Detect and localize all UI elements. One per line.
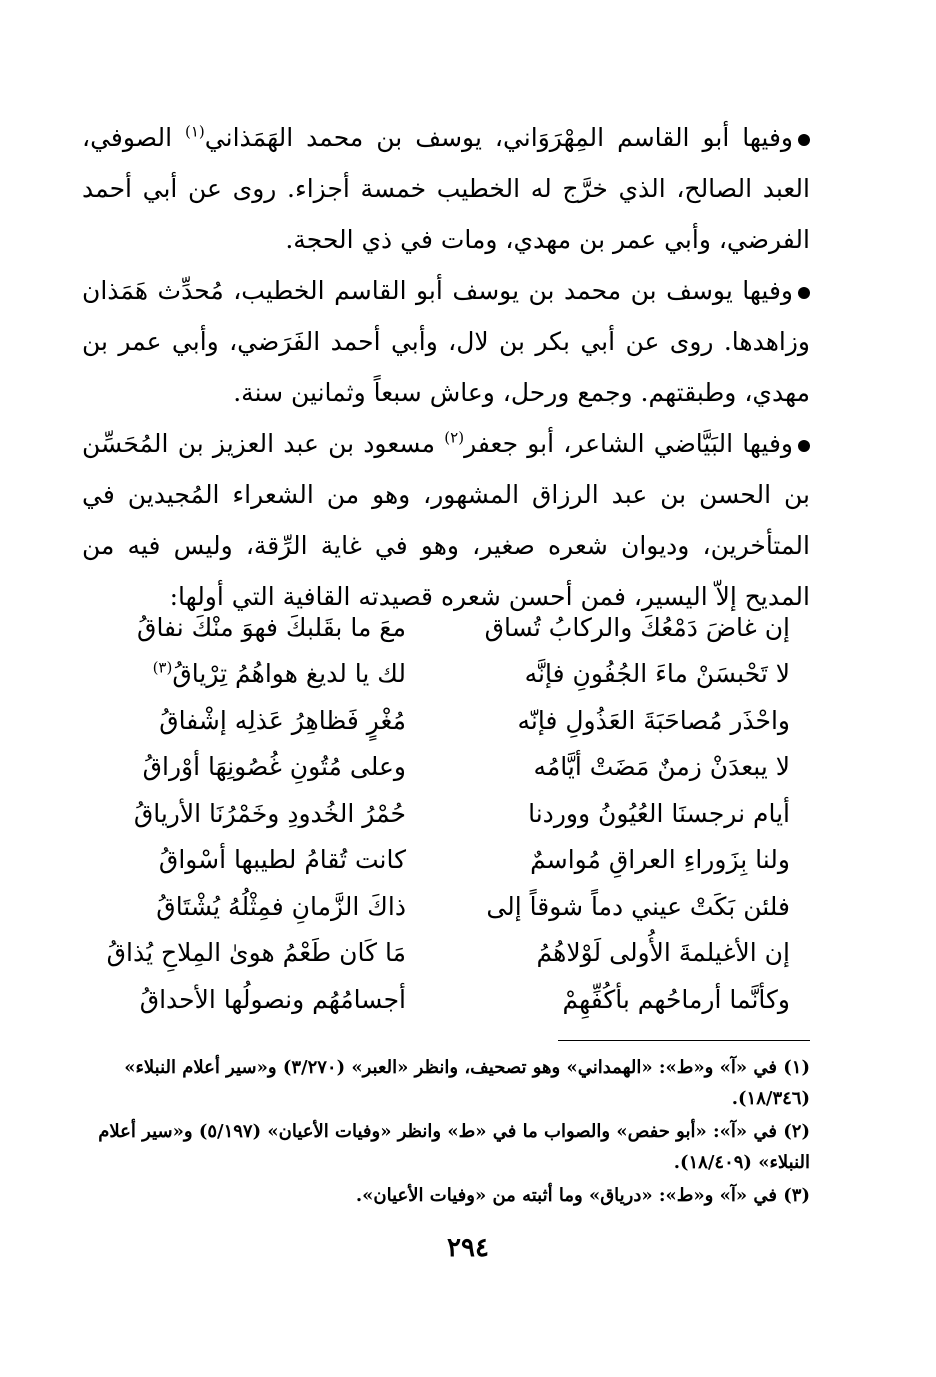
poem-verse <box>82 651 810 698</box>
verse-second-hemistich <box>82 845 446 874</box>
footnote-1: (١) في «آ» و«ط»: «الهمداني» وهو تصحيف، وانظر «العبر» (٣/٢٧٠) و«سير أعلام النبلاء» (١٨/٣٤٦). <box>124 1057 810 1109</box>
poem-verse <box>82 930 810 977</box>
verse-second-text: وعلى مُتُونِ غُصُونِهَا أوْراقُ <box>142 752 406 782</box>
verse-first-hemistich: وكأنَّما أرماحُهم بأكُفِّهِمْ <box>562 984 790 1014</box>
verse-second-hemistich <box>82 752 446 781</box>
bullet-icon <box>798 440 810 452</box>
poem-verse <box>82 976 810 1023</box>
verse-second-text: معَ ما بقَلبكَ فهوَ منْكَ نفاقُ <box>137 612 406 642</box>
poem-verse <box>82 790 810 837</box>
poem <box>82 604 810 1023</box>
footnote-2: (٢) في «آ»: «أبو حفص» والصواب ما في «ط» وانظر «وفيات الأعيان» (٥/١٩٧) و«سير أعلام النبلاء» (١٨/٤٠٩). <box>98 1121 810 1173</box>
verse-second-text: مَا كَان طَعْمُ هوىٰ المِلاحِ يُذاقُ <box>106 938 406 968</box>
poem-verse <box>82 883 810 930</box>
verse-first-hemistich: ولنا بِزَوراءِ العراقِ مُواسمٌ <box>530 845 790 875</box>
poem-verse <box>82 744 810 791</box>
footnote-ref-3[interactable]: (٣) <box>152 658 173 677</box>
verse-second-text: لك يا لديغ هواهُمُ تِرْياقُ <box>172 659 406 689</box>
paragraph-3-text-b: مسعود بن عبد العزيز بن المُحَسِّن بن الحسن بن عبد الرزاق المشهور، وهو من الشعراء المُجيدين في المتأخرين، وديوان شعره صغير، وهو في غاية الرِّقة، وليس فيه من المديح إلاّ اليسير، فمن أحسن شعره قصيدته القافية التي أولها: <box>82 429 810 611</box>
verse-first-hemistich: أيام نرجسنَا العُيُونُ ووردنا <box>528 798 790 828</box>
bullet-icon <box>798 287 810 299</box>
paragraph-1-text-a: وفيها أبو القاسم المِهْرَوَاني، يوسف بن محمد الهَمَذاني <box>204 123 793 152</box>
footnote-ref-1[interactable]: (١) <box>185 122 205 141</box>
main-text <box>82 112 810 622</box>
paragraph-3-text-a: وفيها البَيَّاضي الشاعر، أبو جعفر <box>464 429 793 458</box>
paragraph-1 <box>82 112 810 265</box>
verse-second-hemistich <box>82 659 446 688</box>
verse-second-text: حُمْرُ الخُدودِ وخَمْرُنَا الأرياقُ <box>133 798 406 828</box>
verse-second-text: كانت تُقامُ لطيبها أسْواقُ <box>158 845 406 875</box>
poem-verse <box>82 837 810 884</box>
verse-first-hemistich: لا تَحْبسَنْ ماءَ الجُفُونِ فإنَّه <box>524 659 790 689</box>
bullet-icon <box>798 134 810 146</box>
verse-first-hemistich: إن غاضَ دَمْعُكَ والركابُ تُساق <box>484 612 790 642</box>
footnote-3: (٣) في «آ» و«ط»: «درياق» وما أثبته من «وفيات الأعيان». <box>355 1185 810 1206</box>
paragraph-2-text: وفيها يوسف بن محمد بن يوسف أبو القاسم الخطيب، مُحدِّث هَمَذان وزاهدها. روى عن أبي بكر بن لال، وأبي أحمد الفَرَضي، وأبي عمر بن مهدي، وطبقتهم. وجمع ورحل، وعاش سبعاً وثمانين سنة. <box>82 276 810 407</box>
paragraph-1-text-b: الصوفي، العبد الصالح، الذي خرَّج له الخطيب خمسة أجزاء. روى عن أبي أحمد الفرضي، وأبي عمر بن مهدي، ومات في ذي الحجة. <box>82 123 810 254</box>
verse-second-text: أجسامُهُم ونصولُها الأحداقُ <box>139 984 406 1014</box>
verse-first-hemistich: واحْذَر مُصاحَبَةَ العَذُولِ فإنّه <box>517 705 790 735</box>
verse-second-hemistich <box>82 799 446 828</box>
verse-second-hemistich <box>82 706 446 735</box>
verse-second-text: ذاكَ الزَّمانِ فمِثْلُهُ يُشْتَاقُ <box>156 891 406 921</box>
paragraph-3 <box>82 418 810 622</box>
verse-second-hemistich <box>82 985 446 1014</box>
verse-first-hemistich: إن الأغيلمةَ الأُولى لَوْلاهُمُ <box>536 938 790 968</box>
verse-first-hemistich: فلئن بَكَتْ عيني دماً شوقاً إلى <box>486 891 790 921</box>
footnotes <box>82 1052 810 1213</box>
verse-second-hemistich <box>82 613 446 642</box>
poem-verse <box>82 604 810 651</box>
verse-first-hemistich: لا يبعدَنْ زمنٌ مَضَتْ أيَّامُه <box>533 752 790 782</box>
paragraph-2 <box>82 265 810 418</box>
verse-second-text: مُغْرٍ فَظاهِرُ عَذلِه إشْفاقُ <box>159 705 406 735</box>
poem-verse <box>82 697 810 744</box>
footnote-ref-2[interactable]: (٢) <box>444 428 465 447</box>
verse-second-hemistich <box>82 938 446 967</box>
page-number: ٢٩٤ <box>447 1233 489 1263</box>
footnote-divider <box>558 1040 810 1041</box>
verse-second-hemistich <box>82 892 446 921</box>
